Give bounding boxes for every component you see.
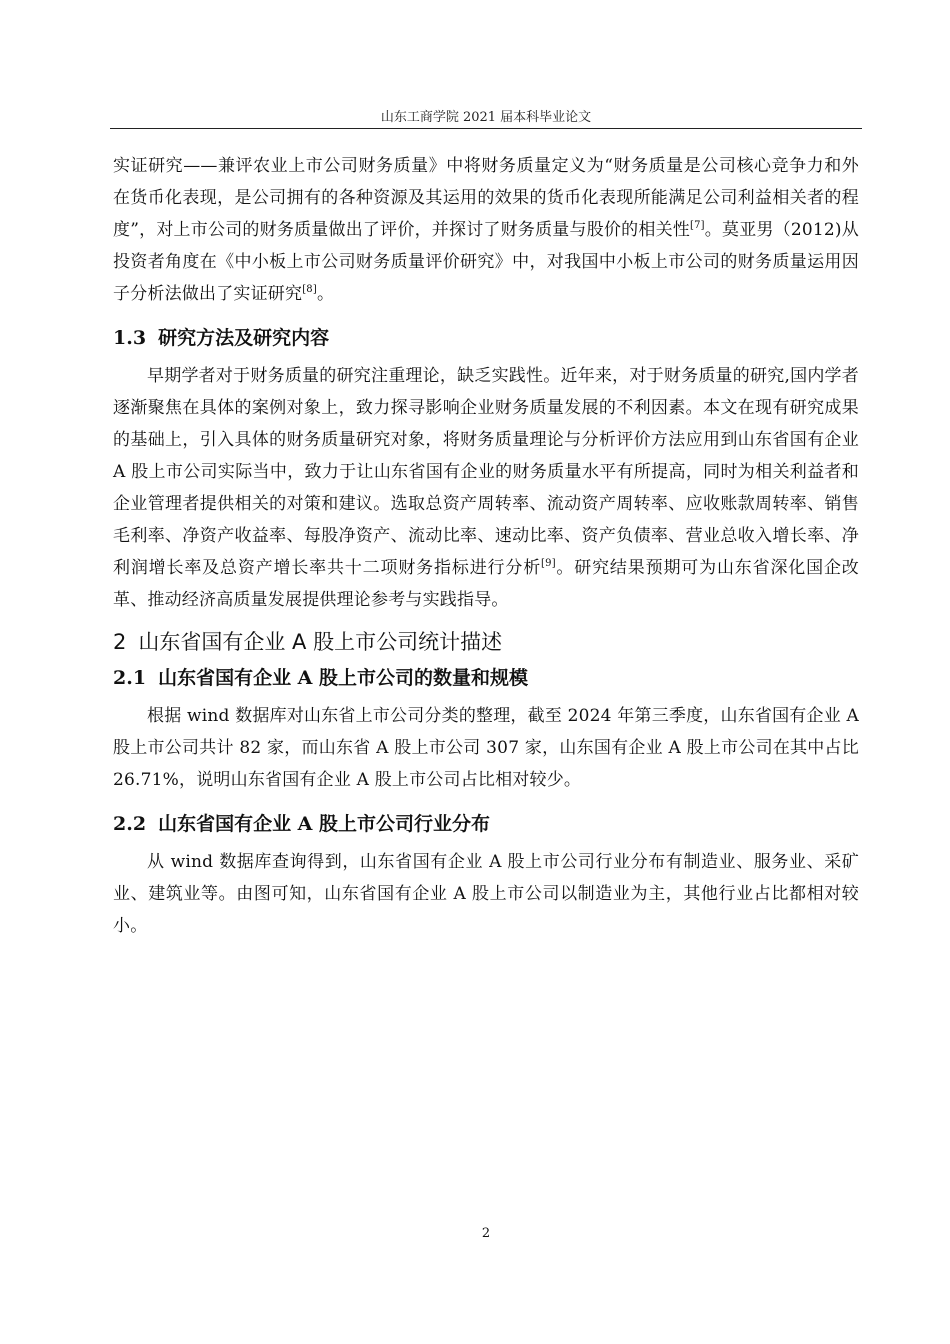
section-heading-1-3 xyxy=(113,322,859,354)
chapter-title: 山东省国有企业 A 股上市公司统计描述 xyxy=(138,630,503,654)
citation-7: [7] xyxy=(690,220,705,231)
paragraph-quantity-scale: 根据 wind 数据库对山东省上市公司分类的整理，截至 2024 年第三季度，山东省国有企业 A 股上市公司共计 82 家，而山东省 A 股上市公司 307 家，山东国有企业 A 股上市公司在其中占比 26.71%，说明山东省国有企业 A 股上市公司占比相对较少。 xyxy=(113,706,859,790)
paragraph-methods xyxy=(113,360,859,616)
paragraph-industry-distribution: 从 wind 数据库查询得到，山东省国有企业 A 股上市公司行业分布有制造业、服务业、采矿业、建筑业等。由图可知，山东省国有企业 A 股上市公司以制造业为主，其他行业占比都相对较小。 xyxy=(113,852,859,936)
citation-8: [8] xyxy=(302,284,317,295)
section-heading-2-1 xyxy=(113,662,859,694)
running-header: 山东工商学院 2021 届本科毕业论文 xyxy=(380,110,592,125)
paragraph-text: 。研究结果预期可为山东省深化国企改革、推动经济高质量发展提供理论参考与实践指导。 xyxy=(113,558,859,610)
paragraph-text: 早期学者对于财务质量的研究注重理论，缺乏实践性。近年来，对于财务质量的研究,国内学者逐渐聚焦在具体的案例对象上，致力探寻影响企业财务质量发展的不利因素。本文在现有研究成果的基础上，引入具体的财务质量研究对象，将财务质量理论与分析评价方法应用到山东省国有企业 A 股上市公司实际当中，致力于让山东省国有企业的财务质量水平有所提高，同时为相关利益者和企业管理者提供相关的对策和建议。选取总资产周转率、流动资产周转率、应收账款周转率、销售毛利率、净资产收益率、每股净资产、流动比率、速动比率、资产负债率、营业总收入增长率、净利润增长率及总资产增长率共十二项财务指标进行分析 xyxy=(113,366,859,578)
chapter-heading-2 xyxy=(113,624,859,660)
citation-9: [9] xyxy=(541,558,556,569)
section-title: 山东省国有企业 A 股上市公司行业分布 xyxy=(158,813,491,835)
section-number: 2.2 xyxy=(113,813,147,835)
section-title: 研究方法及研究内容 xyxy=(158,327,330,349)
paragraph-text: 。莫亚男（2012)从投资者角度在《中小板上市公司财务质量评价研究》中，对我国中小板上市公司的财务质量运用因子分析法做出了实证研究 xyxy=(113,220,859,304)
paragraph-literature-continued xyxy=(113,150,859,310)
header-rule xyxy=(110,128,862,129)
chapter-number: 2 xyxy=(113,630,127,654)
section-number: 1.3 xyxy=(113,327,147,349)
paragraph-text: 实证研究——兼评农业上市公司财务质量》中将财务质量定义为“财务质量是公司核心竞争力和外在货币化表现，是公司拥有的各种资源及其运用的效果的货币化表现所能满足公司利益相关者的程度”，对上市公司的财务质量做出了评价，并探讨了财务质量与股价的相关性 xyxy=(113,156,859,240)
page-number: 2 xyxy=(481,1226,491,1241)
section-heading-2-2 xyxy=(113,808,859,840)
paragraph-text: 。 xyxy=(316,284,335,304)
section-number: 2.1 xyxy=(113,667,147,689)
section-title: 山东省国有企业 A 股上市公司的数量和规模 xyxy=(158,667,529,689)
page-body xyxy=(113,150,859,942)
